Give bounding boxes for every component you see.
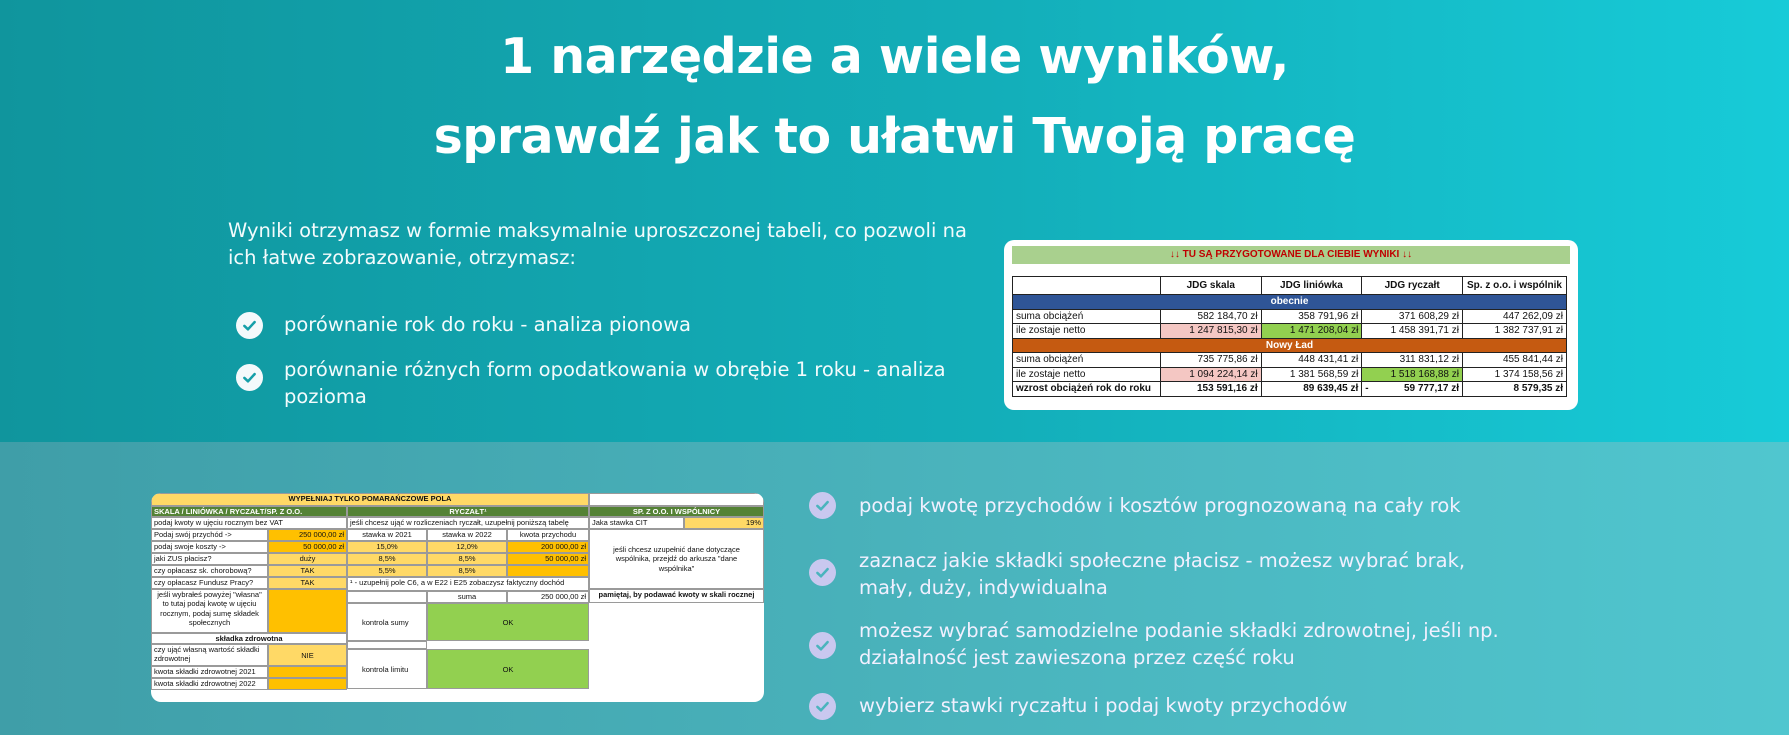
header-cell: JDG ryczałt xyxy=(1362,277,1463,295)
zdrowotna-2021-input[interactable] xyxy=(268,666,347,678)
suma-label: suma xyxy=(427,591,507,603)
kontrola-limitu-ok: OK xyxy=(427,649,589,689)
section-nowy-lad: Nowy Ład xyxy=(1013,338,1567,353)
ryczalt-rate-2022[interactable]: 8,5% xyxy=(427,565,507,577)
value-cell: 447 262,09 zł xyxy=(1462,309,1566,324)
value-cell: 455 841,44 zł xyxy=(1462,353,1566,368)
label-zus: jaki ZUS płacisz? xyxy=(151,553,268,565)
label-fundusz-pracy: czy opłacasz Fundusz Pracy? xyxy=(151,577,268,589)
check-circle-icon xyxy=(809,632,836,659)
wlasna-skladka-select[interactable]: NIE xyxy=(268,644,347,666)
value-cell: 1 471 208,04 zł xyxy=(1261,324,1362,339)
value-cell: 311 831,12 zł xyxy=(1362,353,1463,368)
value-cell: 582 184,70 zł xyxy=(1160,309,1261,324)
remember-note: pamiętaj, by podawać kwoty w skali rocznej xyxy=(589,589,764,603)
section-obecnie: obecnie xyxy=(1013,295,1567,310)
table-row xyxy=(1013,353,1567,368)
table-row xyxy=(1013,324,1567,339)
label-przychod: Podaj swój przychód -> xyxy=(151,529,268,541)
value-text: 59 777,17 zł xyxy=(1403,383,1459,395)
ryczalt-rate-2022[interactable]: 12,0% xyxy=(427,541,507,553)
wlasna-note: jeśli wybrałeś powyżej "własna" to tutaj podaj kwotę w ujęciu rocznym, podaj sumę składek społecznych xyxy=(151,589,268,633)
kontrola-limitu-label: kontrola limitu xyxy=(347,649,427,689)
health-header: składka zdrowotna xyxy=(151,633,347,644)
fundusz-pracy-select[interactable]: TAK xyxy=(268,577,347,589)
check-circle-icon xyxy=(236,364,263,391)
value-cell: 1 247 815,30 zł xyxy=(1160,324,1261,339)
label-zdrowotna-2021: kwota składki zdrowotnej 2021 xyxy=(151,666,268,678)
ryczalt-rate-2021[interactable]: 8,5% xyxy=(347,553,427,565)
kontrola-sumy-ok: OK xyxy=(427,603,589,641)
check-circle-icon xyxy=(809,693,836,720)
sheet-note: podaj kwoty w ujęciu rocznym bez VAT xyxy=(151,517,347,529)
value-cell: 1 374 158,56 zł xyxy=(1462,367,1566,382)
check-circle-icon xyxy=(809,492,836,519)
input-sheet xyxy=(151,493,764,702)
table-row-total xyxy=(1013,382,1567,397)
value-cell: 1 518 168,88 zł xyxy=(1362,367,1463,382)
page-title-line-2: sprawdź jak to ułatwi Twoją pracę xyxy=(433,108,1356,165)
ryczalt-footnote: ¹ - uzupełnij pole C6, a w E22 i E25 zobaczysz faktyczny dochód xyxy=(347,577,589,591)
koszty-input[interactable]: 50 000,00 zł xyxy=(268,541,347,553)
bottom-list-item-1: podaj kwotę przychodów i kosztów prognozowaną na cały rok xyxy=(859,494,1461,517)
zus-select[interactable]: duży xyxy=(268,553,347,565)
row-label: suma obciążeń xyxy=(1013,353,1161,368)
ryczalt-rate-2022[interactable]: 8,5% xyxy=(427,553,507,565)
ryczalt-amount-input[interactable]: 200 000,00 zł xyxy=(507,541,589,553)
results-table xyxy=(1012,276,1567,397)
value-cell: 448 431,41 zł xyxy=(1261,353,1362,368)
ryczalt-head-2022: stawka w 2022 xyxy=(427,529,507,541)
value-cell: 1 382 737,91 zł xyxy=(1462,324,1566,339)
page-title-line-1: 1 narzędzie a wiele wyników, xyxy=(500,28,1289,85)
value-cell: 1 458 391,71 zł xyxy=(1362,324,1463,339)
ryczalt-rate-2021[interactable]: 15,0% xyxy=(347,541,427,553)
label-zdrowotna-2022: kwota składki zdrowotnej 2022 xyxy=(151,678,268,690)
ryczalt-head-2021: stawka w 2021 xyxy=(347,529,427,541)
value-cell: 358 791,96 zł xyxy=(1261,309,1362,324)
header-cell: JDG skala xyxy=(1160,277,1261,295)
col-header-skala: SKALA / LINIÓWKA / RYCZAŁT/SP. Z O.O. xyxy=(151,506,347,517)
table-row xyxy=(1013,367,1567,382)
row-label: ile zostaje netto xyxy=(1013,324,1161,339)
row-label: wzrost obciążeń rok do roku xyxy=(1013,382,1161,397)
ryczalt-amount-input[interactable]: 50 000,00 zł xyxy=(507,553,589,565)
sheet-title: WYPEŁNIAJ TYLKO POMARAŃCZOWE POLA xyxy=(151,493,589,506)
zdrowotna-2022-input[interactable] xyxy=(268,678,347,690)
value-cell: 153 591,16 zł xyxy=(1160,382,1261,397)
value-cell: 371 608,29 zł xyxy=(1362,309,1463,324)
header-cell: Sp. z o.o. i wspólnik xyxy=(1462,277,1566,295)
check-circle-icon xyxy=(809,559,836,586)
ryczalt-note: jeśli chcesz ująć w rozliczeniach ryczałt, uzupełnij poniższą tabelę xyxy=(347,517,589,529)
kontrola-sumy-label: kontrola sumy xyxy=(347,603,427,641)
col-header-ryczalt: RYCZAŁT¹ xyxy=(347,506,589,517)
row-label: suma obciążeń xyxy=(1013,309,1161,324)
minus-sign: - xyxy=(1365,383,1369,395)
wlasna-input[interactable] xyxy=(268,589,347,633)
sheet-blank xyxy=(589,493,764,506)
label-wlasna-skladka: czy ująć własną wartość składki zdrowotnej xyxy=(151,644,268,666)
sheet-blank xyxy=(347,591,427,603)
spzoo-note: jeśli chcesz uzupełnić dane dotyczące wspólnika, przejdź do arkusza "dane wspólnika" xyxy=(589,529,764,589)
ryczalt-amount-input[interactable] xyxy=(507,565,589,577)
value-cell: 8 579,35 zł xyxy=(1462,382,1566,397)
suma-value: 250 000,00 zł xyxy=(507,591,589,603)
chorobowa-select[interactable]: TAK xyxy=(268,565,347,577)
value-cell xyxy=(1362,382,1463,397)
header-cell: JDG liniówka xyxy=(1261,277,1362,295)
value-cell: 1 381 568,59 zł xyxy=(1261,367,1362,382)
input-sheet-card xyxy=(151,493,764,702)
przychod-input[interactable]: 250 000,00 zł xyxy=(268,529,347,541)
header-cell xyxy=(1013,277,1161,295)
bottom-list-item-3: możesz wybrać samodzielne podanie składki zdrowotnej, jeśli np. działalność jest zawieszona przez część roku xyxy=(859,619,1499,669)
value-cell: 89 639,45 zł xyxy=(1261,382,1362,397)
sheet-blank xyxy=(347,641,427,649)
ryczalt-head-kwota: kwota przychodu xyxy=(507,529,589,541)
col-header-spzoo: SP. Z O.O. I WSPÓLNICY xyxy=(589,506,764,517)
cit-label: Jaka stawka CIT xyxy=(589,517,684,529)
label-chorobowa: czy opłacasz sk. chorobową? xyxy=(151,565,268,577)
bottom-list-item-4: wybierz stawki ryczałtu i podaj kwoty przychodów xyxy=(859,694,1348,717)
results-banner: ↓↓ TU SĄ PRZYGOTOWANE DLA CIEBIE WYNIKI ↓↓ xyxy=(1012,246,1570,264)
bottom-list-item-2: zaznacz jakie składki społeczne płacisz - możesz wybrać brak, mały, duży, indywidualna xyxy=(859,549,1466,599)
ryczalt-rate-2021[interactable]: 5,5% xyxy=(347,565,427,577)
intro-text: Wyniki otrzymasz w formie maksymalnie uproszczonej tabeli, co pozwoli na ich łatwe zobrazowanie, otrzymasz: xyxy=(228,219,967,269)
check-circle-icon xyxy=(236,312,263,339)
results-table-card xyxy=(1004,240,1578,410)
label-koszty: podaj swoje koszty -> xyxy=(151,541,268,553)
value-cell: 1 094 224,14 zł xyxy=(1160,367,1261,382)
cit-select[interactable]: 19% xyxy=(684,517,764,529)
table-row xyxy=(1013,309,1567,324)
top-list-item-2: porównanie różnych form opodatkowania w obrębie 1 roku - analiza pozioma xyxy=(284,358,946,408)
value-cell: 735 775,86 zł xyxy=(1160,353,1261,368)
top-list-item-1: porównanie rok do roku - analiza pionowa xyxy=(284,313,691,336)
row-label: ile zostaje netto xyxy=(1013,367,1161,382)
